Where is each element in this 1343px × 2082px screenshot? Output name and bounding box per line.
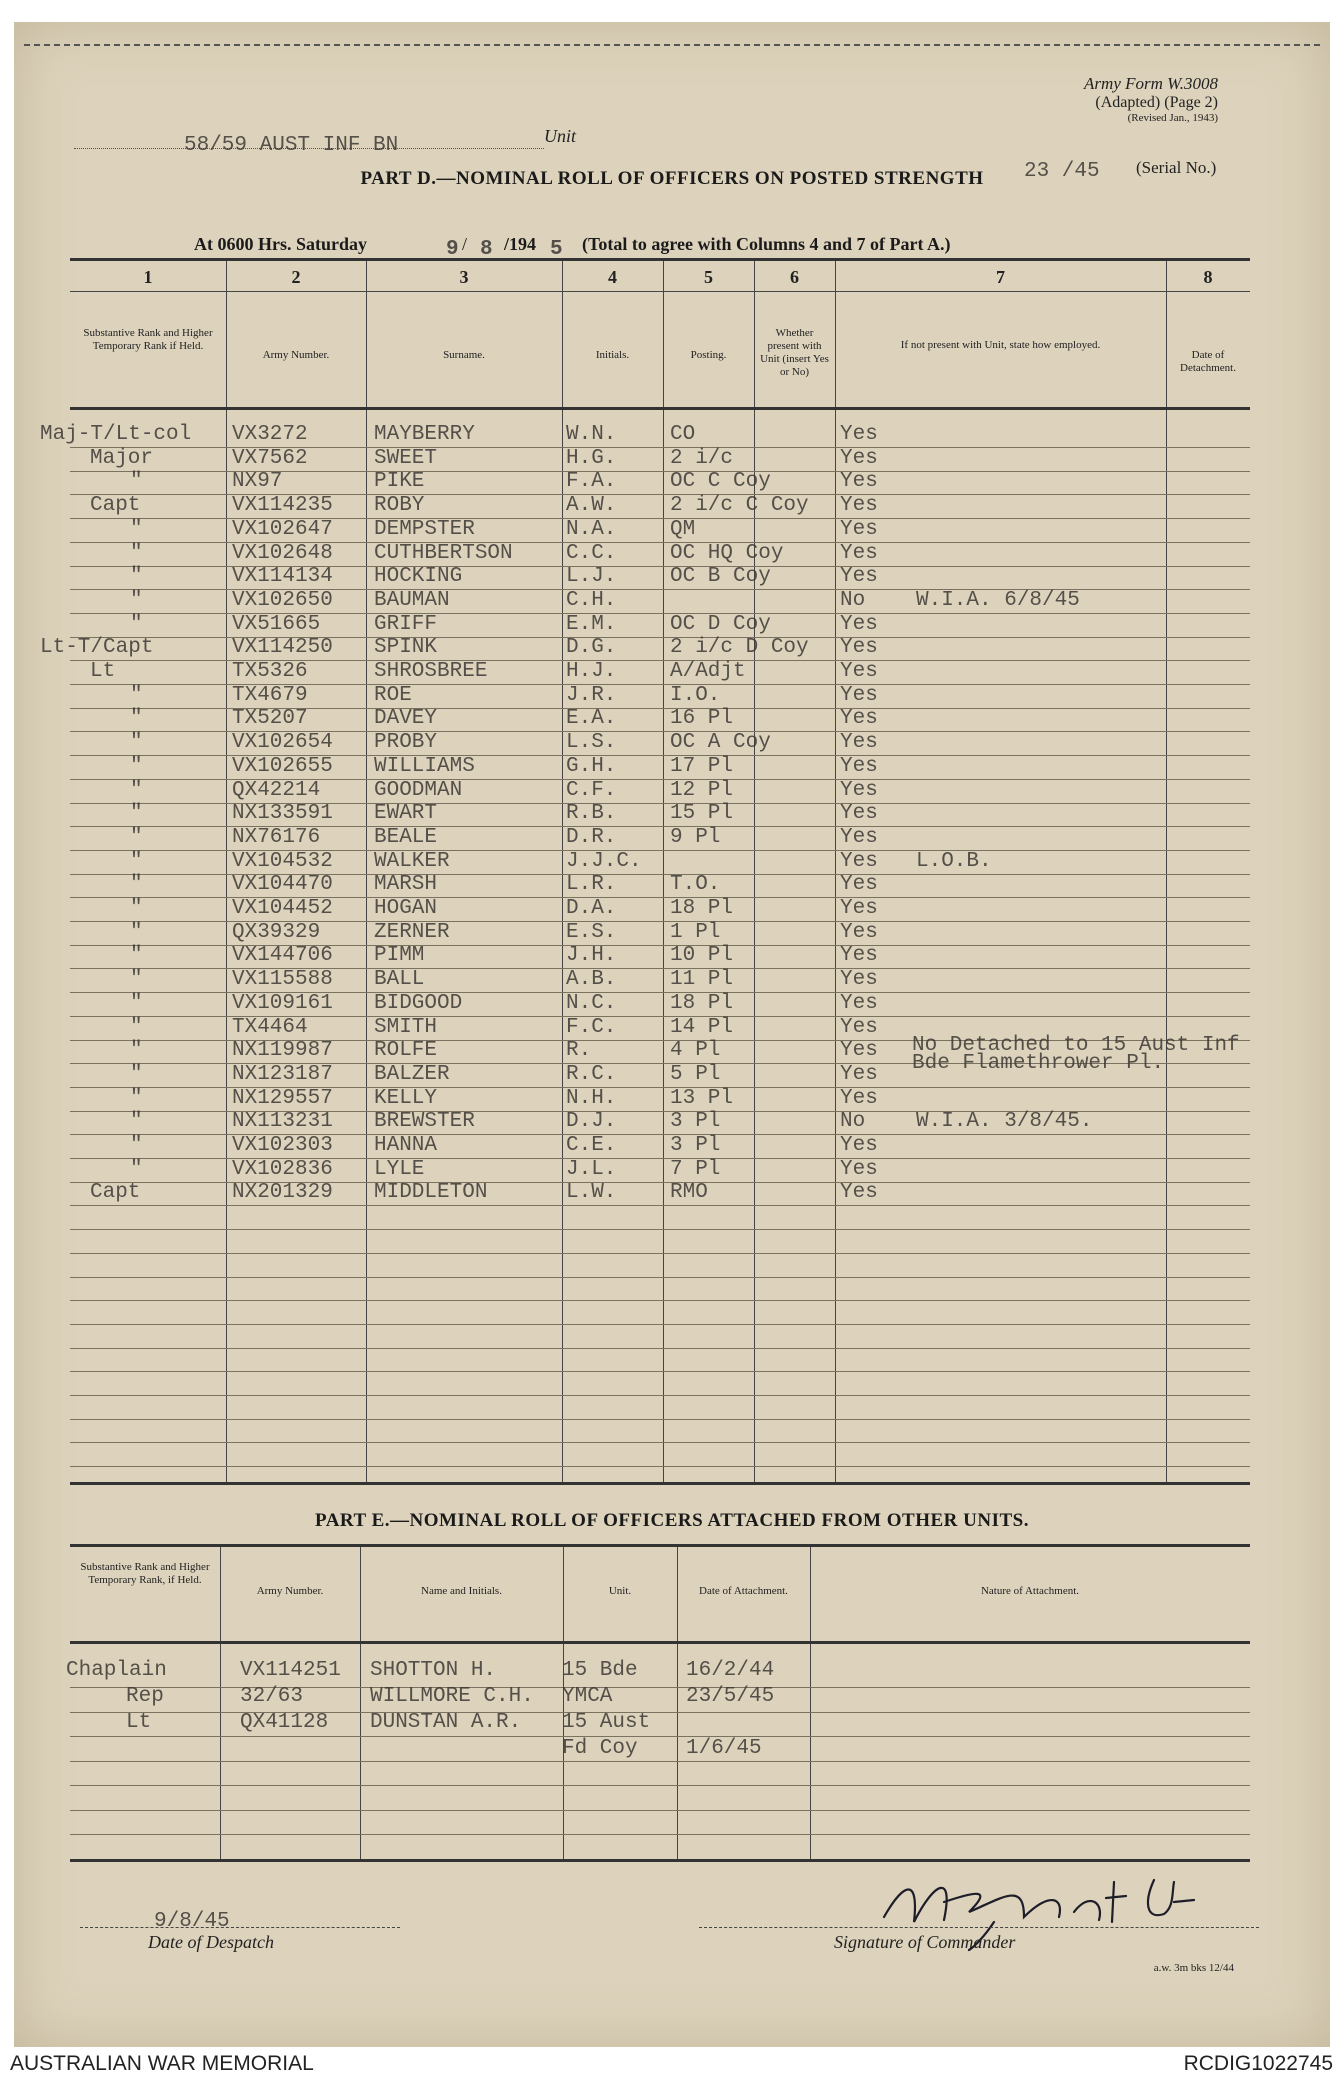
roll-initials: G.H.	[566, 754, 617, 778]
ruled-line	[70, 1253, 1250, 1254]
roll-employed: No Detached to 15 Aust Inf Bde Flamethrower Pl.	[912, 1034, 1240, 1076]
roll-posting: 17 Pl	[670, 754, 734, 778]
roll-number: TX5326	[232, 660, 308, 683]
ruled-line	[70, 1442, 1250, 1443]
column-number: 3	[459, 267, 469, 287]
roll-initials: E.M.	[566, 612, 617, 636]
roll-posting: QM	[670, 517, 696, 541]
despatch-label: Date of Despatch	[148, 1932, 274, 1952]
column-header: Whether present with Unit (insert Yes or No)	[760, 327, 829, 378]
column-header: Nature of Attachment.	[980, 1585, 1080, 1597]
ruled-line	[70, 1785, 1250, 1786]
roll-present: Yes	[840, 470, 878, 494]
roll-surname: DEMPSTER	[374, 517, 475, 541]
roll-rank: "	[130, 1086, 143, 1110]
ruled-line	[70, 1371, 1250, 1372]
date-day: 9	[446, 238, 459, 261]
roll-initials: N.A.	[566, 517, 617, 541]
roll-posting: 7 Pl	[670, 1157, 721, 1181]
roll-number: NX119987	[232, 1039, 333, 1063]
attached-unit: YMCA	[562, 1685, 613, 1708]
column-divider	[1166, 261, 1167, 1482]
roll-initials: D.J.	[566, 1110, 617, 1134]
roll-rank: "	[130, 1134, 143, 1157]
army-form-sheet: Army Form W.3008 (Adapted) (Page 2) (Revised Jan., 1943) 58/59 AUST INF BN Unit 23 /45 (Serial No.) PART D.—NOMINAL ROLL OF OFFICERS ON POSTED STRENGTH At 0600 Hrs. Saturday 9 / 8 /194 5 (Total to agree with Columns 4 and 7 of Part A.) 1 Substantive Rank and Higher Temporary Rank if Held. 2 Army Number. 3 Surname. 4 Initials. 5 Posting. 6 Whether present with Unit (insert Yes or No) 7 If not present with Unit, state how employed. 8 Date of Detachment. Maj-T/Lt-col VX3272 MAYBERRY W.N. CO Yes Major VX7562 SWEET H.G. 2 i/c Yes " NX97 PIKE F.A. OC C Coy Yes Capt VX114235 ROBY A.W. 2 i/c C Coy Yes " VX102647 DEMPSTER N.A. QM Yes " VX102648 CUTHBERTSON C.C. OC HQ Coy Yes " VX114134 HOCKING L.J. OC B Coy Yes " VX102650 BAUMAN C.H. No W.I.A. 6/8/45 " VX51665 GRIFF E.M. OC D Coy Yes Lt-T/Capt VX114250 SPINK D.G. 2 i/c D Coy Yes Lt TX5326 SHROSBREE H.J. A/Adjt Yes " TX4679 ROE J.R. I.O. Yes " TX5207 DAVEY E.A. 16 Pl Yes " VX102654 PROBY L.S. OC A Coy Yes " VX102655 WILLIAMS G.H. 17 Pl Yes " QX42214 GOODMAN C.F. 12 Pl Yes " NX133591 EWART R.B. 15 Pl Yes " NX76176 BEALE D.R. 9 Pl Yes " VX104532 WALKER J.J.C. Yes L.O.B. " VX104470 MARSH L.R. T.O. Yes " VX104452 HOGAN D.A. 18 Pl Yes " QX39329 ZERNER E.S. 1 Pl Yes " VX144706 PIMM J.H. 10 Pl Yes " VX115588 BALL A.B. 11 Pl Yes " VX109161 BIDGOOD N.C. 18 Pl Yes " TX4464 SMITH F.C. 14 Pl Yes " NX119987 ROLFE R. 4 Pl Yes No Detached to 15 Aust Inf Bde Flamethrower Pl. " NX123187 BALZER R.C. 5 Pl Yes " NX129557 KELLY N.H. 13 Pl Yes " NX113231 BREWSTER D.J. 3 Pl No W.I.A. 3/8/45. " VX102303 HANNA C.E. 3 Pl Yes " VX102836 LYLE J.L. 7 Pl Yes Capt NX201329 MIDDLETON L.W. RMO Yes PART E.—NOMINAL ROLL OF OFFICERS ATTACHED FROM OTHER UNITS. Substantive Rank and Higher Temporary Rank, if Held. Army Number. Name and Initials. Unit. Date of Attachment. Nature of Attachment. Chaplain VX114251 SHOTTON H. 15 Bde 16/2/44 Rep 32/63 WILLMORE C.H. YMCA 23/5/45 Lt QX41128 DUNSTAN A.R. 15 Aust Fd Coy 1/6/45 9/8/45 Date of Despatch Signature of Commander a.w. 3m bks 12/44	[14, 22, 1330, 2047]
roll-posting: 3 Pl	[670, 1110, 721, 1134]
column-number: 1	[143, 267, 153, 287]
roll-surname: LYLE	[374, 1157, 425, 1181]
archive-id: RCDIG1022745	[1183, 2052, 1333, 2075]
roll-surname: MIDDLETON	[374, 1181, 488, 1205]
attached-number: VX114251	[240, 1659, 341, 1682]
roll-present: Yes	[840, 541, 878, 565]
unit-value: 58/59 AUST INF BN	[184, 134, 399, 157]
roll-posting: 4 Pl	[670, 1039, 721, 1063]
roll-initials: N.C.	[566, 991, 617, 1015]
roll-number: VX109161	[232, 991, 333, 1015]
attached-date: 23/5/45	[686, 1685, 775, 1708]
roll-surname: MAYBERRY	[374, 423, 475, 446]
roll-initials: F.A.	[566, 470, 617, 494]
roll-posting: 3 Pl	[670, 1134, 721, 1157]
header-bottom-rule	[70, 407, 1250, 410]
roll-posting: OC A Coy	[670, 731, 771, 755]
ruled-line	[70, 1834, 1250, 1835]
roll-surname: BAUMAN	[374, 588, 450, 612]
roll-present: Yes	[840, 1134, 878, 1157]
signature-label: Signature of Commander	[834, 1932, 1016, 1952]
column-header: Date of Detachment.	[1180, 349, 1236, 374]
roll-initials: R.	[566, 1039, 592, 1063]
at-text: At 0600 Hrs. Saturday	[194, 234, 368, 254]
roll-rank: Capt	[90, 494, 141, 518]
attached-date: 16/2/44	[686, 1659, 775, 1682]
column-divider	[220, 1547, 221, 1859]
roll-rank: "	[130, 731, 143, 755]
roll-surname: GRIFF	[374, 612, 438, 636]
attached-rank: Rep	[126, 1685, 164, 1708]
ruled-line	[70, 1466, 1250, 1467]
ruled-line	[70, 1395, 1250, 1396]
roll-initials: E.A.	[566, 707, 617, 731]
roll-posting: 2 i/c C Coy	[670, 494, 809, 518]
column-header: Substantive Rank and Higher Temporary Rank if Held.	[83, 327, 213, 352]
roll-present: Yes	[840, 423, 878, 446]
roll-number: VX102836	[232, 1157, 333, 1181]
roll-rank: "	[130, 944, 143, 968]
roll-posting: OC D Coy	[670, 612, 771, 636]
roll-number: VX51665	[232, 612, 321, 636]
roll-present: Yes	[840, 897, 878, 920]
roll-surname: HOCKING	[374, 565, 463, 589]
roll-surname: EWART	[374, 802, 438, 826]
roll-employed: L.O.B.	[916, 849, 992, 873]
roll-initials: L.S.	[566, 731, 617, 755]
roll-initials: J.R.	[566, 683, 617, 707]
column-header: Date of Attachment.	[699, 1585, 788, 1597]
roll-rank: Lt-T/Capt	[40, 636, 154, 660]
roll-number: VX102655	[232, 754, 333, 778]
roll-present: Yes	[840, 707, 878, 731]
roll-number: VX102654	[232, 731, 333, 755]
roll-number: VX102647	[232, 517, 333, 541]
ruled-line	[70, 1419, 1250, 1420]
roll-rank: "	[130, 825, 143, 849]
roll-present: Yes	[840, 636, 878, 660]
ruled-line	[70, 1277, 1250, 1278]
roll-rank: "	[130, 920, 143, 944]
roll-present: Yes	[840, 660, 878, 683]
column-header: Name and Initials.	[421, 1585, 502, 1597]
roll-posting: I.O.	[670, 683, 721, 707]
column-number: 4	[608, 267, 617, 287]
roll-rank: "	[130, 1015, 143, 1039]
roll-number: VX102650	[232, 588, 333, 612]
roll-surname: SHROSBREE	[374, 660, 488, 683]
roll-present: Yes	[840, 991, 878, 1015]
roll-present: Yes	[840, 873, 878, 897]
roll-posting: 1 Pl	[670, 920, 721, 944]
roll-posting: RMO	[670, 1181, 708, 1205]
roll-number: NX97	[232, 470, 283, 494]
column-header: Army Number.	[262, 349, 330, 361]
roll-present: Yes	[840, 446, 878, 470]
roll-initials: C.F.	[566, 778, 617, 802]
roll-number: NX201329	[232, 1181, 333, 1205]
total-note: (Total to agree with Columns 4 and 7 of Part A.)	[582, 234, 951, 254]
roll-surname: MARSH	[374, 873, 438, 897]
roll-posting: 13 Pl	[670, 1086, 734, 1110]
roll-number: QX39329	[232, 920, 321, 944]
roll-number: NX76176	[232, 825, 321, 849]
part-e-title: PART E.—NOMINAL ROLL OF OFFICERS ATTACHED FROM OTHER UNITS.	[315, 1510, 1029, 1531]
roll-rank: Maj-T/Lt-col	[40, 423, 192, 446]
part-e-table	[66, 1544, 1250, 1862]
roll-number: VX7562	[232, 446, 308, 470]
roll-initials: R.C.	[566, 1062, 617, 1086]
column-divider	[754, 261, 755, 1482]
roll-rank: Lt	[90, 660, 116, 683]
roll-present: Yes	[840, 802, 878, 826]
roll-posting: OC C Coy	[670, 470, 771, 494]
roll-number: VX144706	[232, 944, 333, 968]
roll-present: Yes	[840, 612, 878, 636]
roll-surname: SPINK	[374, 636, 438, 660]
roll-employed: W.I.A. 6/8/45	[916, 588, 1080, 612]
roll-surname: SWEET	[374, 446, 438, 470]
column-header: Posting.	[690, 349, 727, 361]
header-bottom-rule	[70, 1641, 1250, 1644]
ruled-line	[70, 1736, 1250, 1737]
roll-posting: 9 Pl	[670, 825, 721, 849]
attached-number: 32/63	[240, 1685, 304, 1708]
roll-rank: "	[130, 1157, 143, 1181]
column-header: Surname.	[443, 349, 485, 361]
ruled-line	[70, 1300, 1250, 1301]
column-number: 5	[704, 267, 713, 287]
roll-number: TX4464	[232, 1015, 308, 1039]
roll-number: VX3272	[232, 423, 308, 446]
roll-number: VX114250	[232, 636, 333, 660]
attached-unit: 15 Bde	[562, 1659, 638, 1682]
roll-number: VX114134	[232, 565, 333, 589]
roll-present: Yes	[840, 968, 878, 992]
roll-posting: 2 i/c	[670, 446, 734, 470]
roll-initials: L.W.	[566, 1181, 617, 1205]
roll-rank: "	[130, 588, 143, 612]
attached-number: QX41128	[240, 1711, 329, 1734]
attached-rank: Chaplain	[66, 1659, 167, 1682]
ruled-line	[70, 1348, 1250, 1349]
despatch-date: 9/8/45	[154, 1910, 230, 1933]
roll-surname: BIDGOOD	[374, 991, 463, 1015]
roll-surname: PIKE	[374, 470, 425, 494]
roll-surname: ROE	[374, 683, 412, 707]
roll-posting: OC HQ Coy	[670, 541, 784, 565]
roll-number: NX133591	[232, 802, 333, 826]
roll-number: TX5207	[232, 707, 308, 731]
roll-surname: CUTHBERTSON	[374, 541, 513, 565]
roll-surname: BALZER	[374, 1062, 450, 1086]
attached-name: SHOTTON H.	[370, 1659, 497, 1682]
roll-rank: "	[130, 517, 143, 541]
roll-number: TX4679	[232, 683, 308, 707]
ruled-line	[70, 1205, 1250, 1206]
roll-rank: "	[130, 1039, 143, 1063]
roll-initials: D.R.	[566, 825, 617, 849]
roll-initials: H.G.	[566, 446, 617, 470]
roll-present: Yes	[840, 1086, 878, 1110]
roll-rank: "	[130, 1062, 143, 1086]
roll-present: Yes	[840, 778, 878, 802]
roll-rank: "	[130, 470, 143, 494]
roll-present: Yes	[840, 731, 878, 755]
roll-initials: C.E.	[566, 1134, 617, 1157]
roll-initials: L.J.	[566, 565, 617, 589]
roll-present: No	[840, 1110, 866, 1134]
roll-present: Yes	[840, 1181, 878, 1205]
form-identifier	[1084, 74, 1218, 124]
ruled-line	[70, 1761, 1250, 1762]
roll-present: Yes	[840, 825, 878, 849]
roll-present: Yes	[840, 944, 878, 968]
roll-posting: 10 Pl	[670, 944, 734, 968]
roll-rank: Capt	[90, 1181, 141, 1205]
roll-number: NX113231	[232, 1110, 333, 1134]
roll-rank: "	[130, 968, 143, 992]
unit-label: Unit	[544, 126, 577, 146]
form-number: Army Form W.3008	[1084, 74, 1218, 93]
roll-initials: A.B.	[566, 968, 617, 992]
roll-initials: J.H.	[566, 944, 617, 968]
column-divider	[677, 1547, 678, 1859]
roll-number: VX102648	[232, 541, 333, 565]
part-d-title: PART D.—NOMINAL ROLL OF OFFICERS ON POSTED STRENGTH	[360, 168, 984, 189]
roll-rank: "	[130, 897, 143, 920]
roll-surname: PROBY	[374, 731, 438, 755]
roll-surname: ROLFE	[374, 1039, 438, 1063]
despatch-line	[80, 1927, 400, 1928]
column-divider	[810, 1547, 811, 1859]
form-revised: (Revised Jan., 1943)	[1127, 112, 1218, 124]
roll-initials: E.S.	[566, 920, 617, 944]
column-header: Initials.	[595, 349, 630, 361]
column-header: Army Number.	[256, 1585, 324, 1597]
roll-initials: F.C.	[566, 1015, 617, 1039]
roll-initials: W.N.	[566, 423, 617, 446]
roll-number: VX102303	[232, 1134, 333, 1157]
roll-number: VX115588	[232, 968, 333, 992]
roll-rank: "	[130, 991, 143, 1015]
roll-surname: ROBY	[374, 494, 425, 518]
roll-number: VX114235	[232, 494, 333, 518]
roll-posting: A/Adjt	[670, 660, 746, 683]
roll-posting: T.O.	[670, 873, 721, 897]
roll-posting: 18 Pl	[670, 897, 734, 920]
roll-rank: "	[130, 541, 143, 565]
roll-initials: N.H.	[566, 1086, 617, 1110]
serial-value: 23 /45	[1024, 160, 1100, 183]
roll-initials: J.L.	[566, 1157, 617, 1181]
attached-date: 1/6/45	[686, 1737, 762, 1760]
roll-rank: Major	[90, 446, 154, 470]
part-d-table	[40, 258, 1250, 1485]
roll-posting: 2 i/c D Coy	[670, 636, 809, 660]
column-number: 2	[291, 267, 301, 287]
roll-number: NX129557	[232, 1086, 333, 1110]
roll-surname: GOODMAN	[374, 778, 463, 802]
roll-surname: KELLY	[374, 1086, 438, 1110]
date-month: 8	[480, 238, 493, 261]
roll-rank: "	[130, 873, 143, 897]
roll-posting: 15 Pl	[670, 802, 734, 826]
attached-name: DUNSTAN A.R.	[370, 1711, 522, 1734]
attached-name: WILLMORE C.H.	[370, 1685, 534, 1708]
roll-surname: BEALE	[374, 825, 438, 849]
roll-rank: "	[130, 802, 143, 826]
roll-rank: "	[130, 849, 143, 873]
date-year-prefix: /194	[504, 234, 537, 254]
roll-rank: "	[130, 612, 143, 636]
roll-surname: PIMM	[374, 944, 425, 968]
roll-initials: D.A.	[566, 897, 617, 920]
column-number: 6	[790, 267, 799, 287]
column-number: 7	[996, 267, 1005, 287]
roll-rank: "	[130, 754, 143, 778]
attached-unit: 15 Aust	[562, 1711, 651, 1734]
roll-present: Yes	[840, 517, 878, 541]
roll-surname: BREWSTER	[374, 1110, 475, 1134]
roll-initials: R.B.	[566, 802, 617, 826]
roll-surname: SMITH	[374, 1015, 438, 1039]
roll-present: Yes	[840, 920, 878, 944]
roll-rank: "	[130, 565, 143, 589]
roll-posting: 16 Pl	[670, 707, 734, 731]
roll-surname: WILLIAMS	[374, 754, 475, 778]
roll-initials: D.G.	[566, 636, 617, 660]
attached-unit: Fd Coy	[562, 1737, 638, 1760]
roll-posting: 12 Pl	[670, 778, 734, 802]
archive-credit: AUSTRALIAN WAR MEMORIAL	[10, 2052, 314, 2075]
roll-surname: DAVEY	[374, 707, 438, 731]
roll-present: Yes	[840, 849, 878, 873]
form-adapted: (Adapted) (Page 2)	[1095, 94, 1218, 111]
roll-present: Yes	[840, 1157, 878, 1181]
roll-surname: ZERNER	[374, 920, 450, 944]
date-year: 5	[550, 238, 563, 261]
roll-rank: "	[130, 683, 143, 707]
roll-surname: WALKER	[374, 849, 450, 873]
roll-initials: A.W.	[566, 494, 617, 518]
printer-mark: a.w. 3m bks 12/44	[1153, 1962, 1234, 1974]
roll-number: VX104452	[232, 897, 333, 920]
signature-line	[699, 1927, 1259, 1928]
roll-number: QX42214	[232, 778, 321, 802]
roll-initials: J.J.C.	[566, 849, 642, 873]
header-divider	[70, 291, 1250, 292]
roll-present: Yes	[840, 1062, 878, 1086]
roll-number: VX104532	[232, 849, 333, 873]
column-number: 8	[1203, 267, 1213, 287]
roll-initials: L.R.	[566, 873, 617, 897]
roll-present: Yes	[840, 1015, 878, 1039]
roll-initials: C.C.	[566, 541, 617, 565]
roll-posting: OC B Coy	[670, 565, 771, 589]
roll-posting: 5 Pl	[670, 1062, 721, 1086]
roll-initials: H.J.	[566, 660, 617, 683]
column-divider	[562, 261, 563, 1482]
ruled-line	[70, 1810, 1250, 1811]
roll-present: No	[840, 588, 866, 612]
roll-surname: BALL	[374, 968, 425, 992]
roll-present: Yes	[840, 1039, 878, 1063]
roll-rank: "	[130, 1110, 143, 1134]
roll-number: VX104470	[232, 873, 333, 897]
roll-present: Yes	[840, 683, 878, 707]
roll-surname: HOGAN	[374, 897, 438, 920]
column-divider	[366, 261, 367, 1482]
roll-number: NX123187	[232, 1062, 333, 1086]
column-divider	[226, 261, 227, 1482]
column-divider	[360, 1547, 361, 1859]
attached-rank: Lt	[126, 1711, 152, 1734]
roll-rank: "	[130, 707, 143, 731]
ruled-line	[70, 1229, 1250, 1230]
column-divider	[835, 261, 836, 1482]
roll-posting: 18 Pl	[670, 991, 734, 1015]
column-header: Substantive Rank and Higher Temporary Rank, if Held.	[80, 1561, 210, 1586]
column-header: If not present with Unit, state how employed.	[900, 339, 1101, 351]
ruled-line	[70, 1324, 1250, 1325]
roll-present: Yes	[840, 565, 878, 589]
roll-surname: HANNA	[374, 1134, 438, 1157]
roll-posting: 11 Pl	[670, 968, 734, 992]
roll-initials: C.H.	[566, 588, 617, 612]
column-header: Unit.	[608, 1585, 632, 1597]
roll-employed: W.I.A. 3/8/45.	[916, 1110, 1093, 1134]
column-divider	[663, 261, 664, 1482]
roll-rank: "	[130, 778, 143, 802]
roll-posting: 14 Pl	[670, 1015, 734, 1039]
roll-present: Yes	[840, 494, 878, 518]
roll-present: Yes	[840, 754, 878, 778]
serial-label: (Serial No.)	[1136, 158, 1217, 177]
roll-posting: CO	[670, 423, 696, 446]
